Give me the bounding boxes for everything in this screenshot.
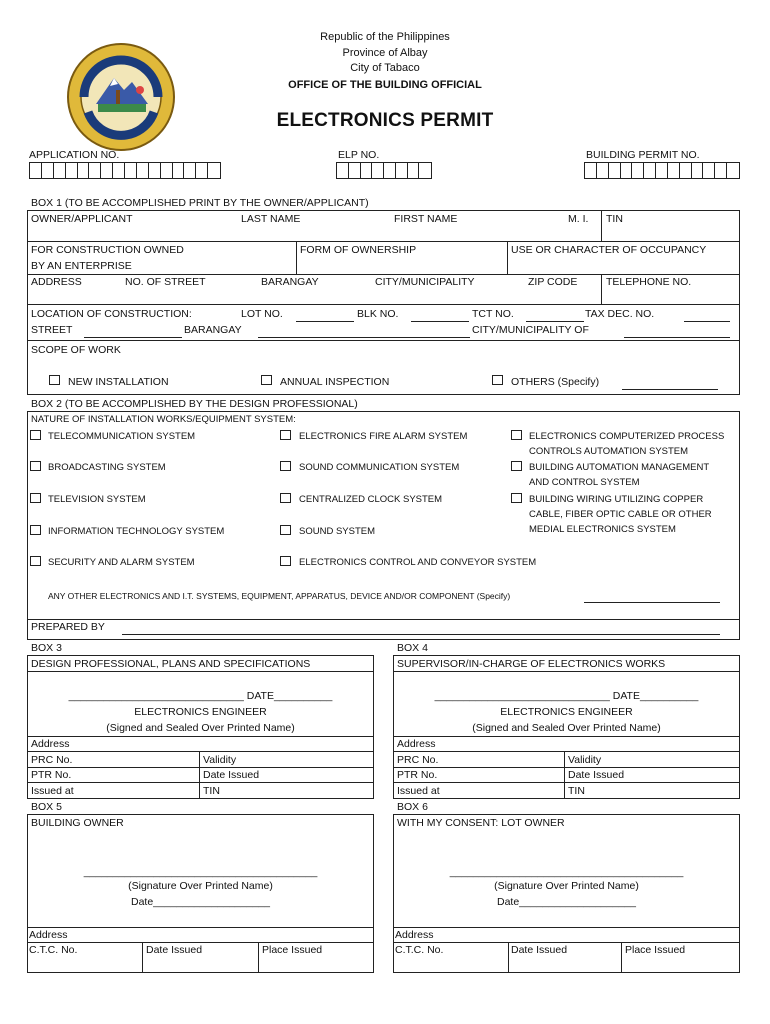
box4-role: ELECTRONICS ENGINEER <box>500 706 633 718</box>
tin-label: TIN <box>606 213 623 225</box>
box3-signed: (Signed and Sealed Over Printed Name) <box>106 722 295 734</box>
tct-no-line[interactable] <box>526 321 584 322</box>
security-alarm-label: SECURITY AND ALARM SYSTEM <box>48 557 195 568</box>
building-permit-no-label: BUILDING PERMIT NO. <box>586 149 700 161</box>
information-technology-label: INFORMATION TECHNOLOGY SYSTEM <box>48 526 225 537</box>
box4-prc-label: PRC No. <box>397 754 439 766</box>
box5-heading: BUILDING OWNER <box>31 817 124 829</box>
no-of-street-label: NO. OF STREET <box>125 276 206 288</box>
building-automation-label: BUILDING AUTOMATION MANAGEMENT <box>529 462 710 473</box>
scope-of-work-label: SCOPE OF WORK <box>31 344 121 356</box>
new-installation-label: NEW INSTALLATION <box>68 376 169 388</box>
telecommunication-checkbox[interactable] <box>30 430 41 440</box>
box3-label: BOX 3 <box>31 642 62 654</box>
page-title: ELECTRONICS PERMIT <box>276 110 494 131</box>
city-seal-logo <box>66 42 176 152</box>
owner-applicant-label: OWNER/APPLICANT <box>31 213 133 225</box>
control-conveyor-label: ELECTRONICS CONTROL AND CONVEYOR SYSTEM <box>299 557 537 568</box>
box6-date[interactable]: Date____________________ <box>497 896 636 908</box>
elp-no-label: ELP NO. <box>338 149 380 161</box>
building-wiring-checkbox[interactable] <box>511 493 522 503</box>
city-municipality-of-label: CITY/MUNICIPALITY OF <box>472 324 589 336</box>
prepared-by-label: PREPARED BY <box>31 621 105 633</box>
any-other-label: ANY OTHER ELECTRONICS AND I.T. SYSTEMS, EQUIPMENT, APPARATUS, DEVICE AND/OR COMPONENT (Specify) <box>48 591 511 601</box>
others-specify-line[interactable] <box>622 389 718 390</box>
control-conveyor-checkbox[interactable] <box>280 556 291 566</box>
prepared-by-line[interactable] <box>122 634 720 635</box>
box3-heading: DESIGN PROFESSIONAL, PLANS AND SPECIFICATIONS <box>31 658 311 670</box>
building-wiring-label-2: CABLE, FIBER OPTIC CABLE OR OTHER <box>529 509 712 520</box>
tax-dec-no-line[interactable] <box>684 321 730 322</box>
box5-place-issued-label: Place Issued <box>262 944 323 956</box>
broadcasting-label: BROADCASTING SYSTEM <box>48 462 166 473</box>
header-city: City of Tabaco <box>350 62 420 74</box>
box6-date-issued-label: Date Issued <box>511 944 568 956</box>
zip-code-label: ZIP CODE <box>528 276 578 288</box>
fire-alarm-checkbox[interactable] <box>280 430 291 440</box>
elp-no-boxes[interactable] <box>336 162 432 179</box>
box3-ptr-label: PTR No. <box>31 769 72 781</box>
box4-address-label: Address <box>397 738 436 750</box>
barangay2-label: BARANGAY <box>184 324 242 336</box>
first-name-label: FIRST NAME <box>394 213 458 225</box>
lot-no-label: LOT NO. <box>241 308 283 320</box>
box3-prc-label: PRC No. <box>31 754 73 766</box>
lot-no-line[interactable] <box>296 321 354 322</box>
building-automation-checkbox[interactable] <box>511 461 522 471</box>
box3-role: ELECTRONICS ENGINEER <box>134 706 267 718</box>
mi-label: M. I. <box>568 213 589 225</box>
new-installation-checkbox[interactable] <box>49 375 60 385</box>
box1-frame <box>27 210 740 395</box>
box5-sign-line[interactable]: ________________________________________ <box>83 866 318 878</box>
street-line[interactable] <box>84 337 182 338</box>
box4-label: BOX 4 <box>397 642 428 654</box>
box3-tin-label: TIN <box>203 785 220 797</box>
telecommunication-label: TELECOMMUNICATION SYSTEM <box>48 431 196 442</box>
box4-tin-label: TIN <box>568 785 585 797</box>
box4-date-issued-label: Date Issued <box>568 769 625 781</box>
building-wiring-label-3: MEDIAL ELECTRONICS SYSTEM <box>529 524 676 535</box>
computerized-process-label-2: CONTROLS AUTOMATION SYSTEM <box>529 446 689 457</box>
box6-ctc-label: C.T.C. No. <box>395 944 444 956</box>
barangay-label: BARANGAY <box>261 276 319 288</box>
box4-signed: (Signed and Sealed Over Printed Name) <box>472 722 661 734</box>
tax-dec-no-label: TAX DEC. NO. <box>585 308 655 320</box>
box3-sign-line[interactable]: ______________________________ DATE__________ <box>68 690 333 702</box>
box3-validity-label: Validity <box>203 754 237 766</box>
box4-heading: SUPERVISOR/IN-CHARGE OF ELECTRONICS WORKS <box>397 658 666 670</box>
barangay2-line[interactable] <box>258 337 470 338</box>
box1-heading: BOX 1 (TO BE ACCOMPLISHED PRINT BY THE OWNER/APPLICANT) <box>31 197 369 209</box>
box4-validity-label: Validity <box>568 754 602 766</box>
box6-label: BOX 6 <box>397 801 428 813</box>
tct-no-label: TCT NO. <box>472 308 514 320</box>
for-construction-label: FOR CONSTRUCTION OWNED <box>31 244 184 256</box>
sound-communication-label: SOUND COMMUNICATION SYSTEM <box>299 462 460 473</box>
box6-sign-line[interactable]: ________________________________________ <box>449 866 684 878</box>
header-province: Province of Albay <box>342 47 428 59</box>
last-name-label: LAST NAME <box>241 213 301 225</box>
fire-alarm-label: ELECTRONICS FIRE ALARM SYSTEM <box>299 431 468 442</box>
location-of-construction-label: LOCATION OF CONSTRUCTION: <box>31 308 192 320</box>
television-label: TELEVISION SYSTEM <box>48 494 146 505</box>
box4-sign-line[interactable]: ______________________________ DATE__________ <box>434 690 699 702</box>
box3-address-label: Address <box>31 738 70 750</box>
box3-issued-at-label: Issued at <box>31 785 74 797</box>
box5-label: BOX 5 <box>31 801 62 813</box>
city-municipality-label: CITY/MUNICIPALITY <box>375 276 475 288</box>
centralized-clock-checkbox[interactable] <box>280 493 291 503</box>
application-no-label: APPLICATION NO. <box>29 149 120 161</box>
header-office: OFFICE OF THE BUILDING OFFICIAL <box>288 79 482 91</box>
blk-no-line[interactable] <box>411 321 469 322</box>
information-technology-checkbox[interactable] <box>30 525 41 535</box>
annual-inspection-label: ANNUAL INSPECTION <box>280 376 390 388</box>
application-no-boxes[interactable] <box>29 162 221 179</box>
nature-of-installation-label: NATURE OF INSTALLATION WORKS/EQUIPMENT SYSTEM: <box>31 414 296 425</box>
any-other-line[interactable] <box>584 602 720 603</box>
television-checkbox[interactable] <box>30 493 41 503</box>
by-enterprise-label: BY AN ENTERPRISE <box>31 260 132 272</box>
box5-date-issued-label: Date Issued <box>146 944 203 956</box>
security-alarm-checkbox[interactable] <box>30 556 41 566</box>
street-label: STREET <box>31 324 73 336</box>
header-republic: Republic of the Philippines <box>320 31 450 43</box>
box6-place-issued-label: Place Issued <box>625 944 686 956</box>
box5-address-label: Address <box>29 929 68 941</box>
address-label: ADDRESS <box>31 276 82 288</box>
city-municipality-of-line[interactable] <box>624 337 730 338</box>
building-permit-no-boxes[interactable] <box>584 162 740 179</box>
box4-ptr-label: PTR No. <box>397 769 438 781</box>
use-character-occupancy-label: USE OR CHARACTER OF OCCUPANCY <box>511 244 707 256</box>
broadcasting-checkbox[interactable] <box>30 461 41 471</box>
telephone-no-label: TELEPHONE NO. <box>606 276 692 288</box>
form-of-ownership-label: FORM OF OWNERSHIP <box>300 244 417 256</box>
box6-address-label: Address <box>395 929 434 941</box>
box6-signature-label: (Signature Over Printed Name) <box>494 880 639 892</box>
centralized-clock-label: CENTRALIZED CLOCK SYSTEM <box>299 494 443 505</box>
box5-ctc-label: C.T.C. No. <box>29 944 78 956</box>
building-wiring-label: BUILDING WIRING UTILIZING COPPER <box>529 494 704 505</box>
box2-heading: BOX 2 (TO BE ACCOMPLISHED BY THE DESIGN PROFESSIONAL) <box>31 398 358 410</box>
sound-communication-checkbox[interactable] <box>280 461 291 471</box>
others-specify-label: OTHERS (Specify) <box>511 376 600 388</box>
sound-system-label: SOUND SYSTEM <box>299 526 376 537</box>
sound-system-checkbox[interactable] <box>280 525 291 535</box>
others-checkbox[interactable] <box>492 375 503 385</box>
box3-date-issued-label: Date Issued <box>203 769 260 781</box>
annual-inspection-checkbox[interactable] <box>261 375 272 385</box>
computerized-process-checkbox[interactable] <box>511 430 522 440</box>
computerized-process-label: ELECTRONICS COMPUTERIZED PROCESS <box>529 431 725 442</box>
box4-issued-at-label: Issued at <box>397 785 440 797</box>
box5-signature-label: (Signature Over Printed Name) <box>128 880 273 892</box>
box6-heading: WITH MY CONSENT: LOT OWNER <box>397 817 565 829</box>
blk-no-label: BLK NO. <box>357 308 399 320</box>
building-automation-label-2: AND CONTROL SYSTEM <box>529 477 640 488</box>
box5-date[interactable]: Date____________________ <box>131 896 270 908</box>
